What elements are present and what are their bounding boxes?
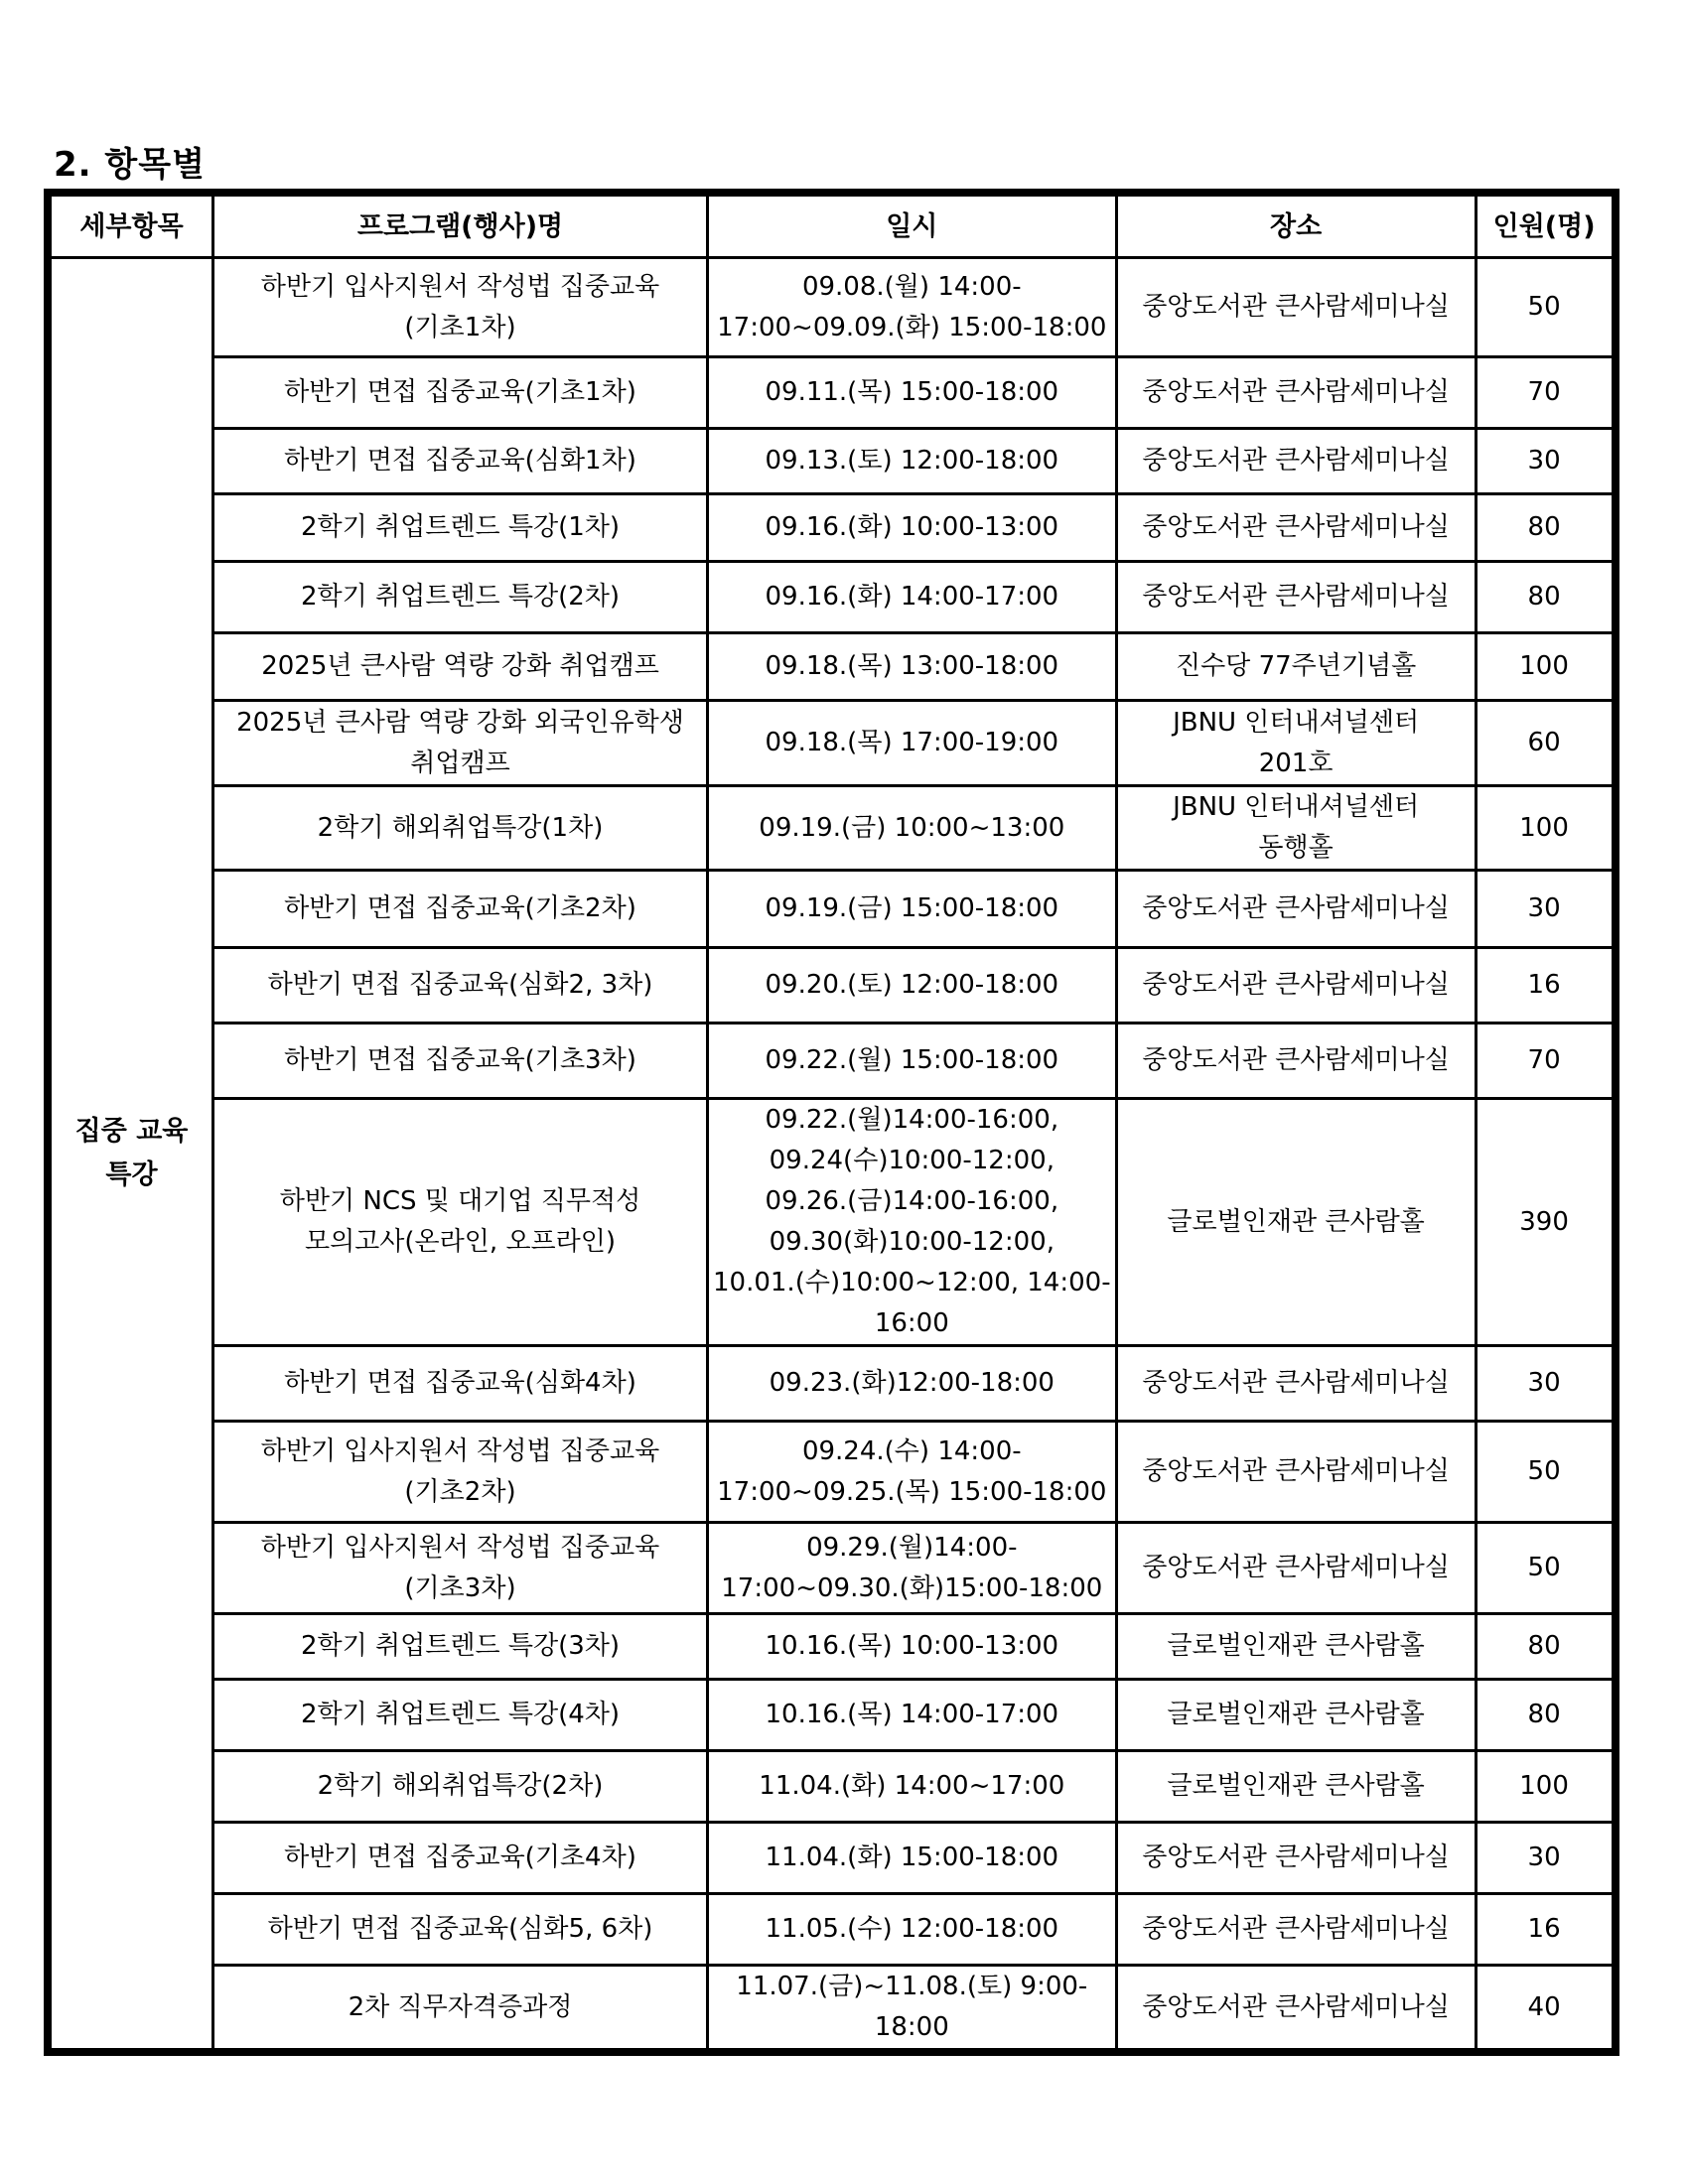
place-cell [1116, 357, 1476, 429]
place-cell-line: 중앙도서관 큰사람세미나실 [1142, 377, 1450, 407]
table-row [51, 1422, 1614, 1523]
program-cell [213, 1523, 708, 1614]
place-cell [1116, 871, 1476, 948]
datetime-cell-line: 09.24.(수) 14:00- [801, 1435, 1022, 1466]
datetime-cell-line: 11.04.(화) 14:00~17:00 [759, 1771, 1065, 1801]
datetime-cell [708, 429, 1117, 494]
program-cell-line: 하반기 입사지원서 작성법 집중교육 [260, 1435, 660, 1466]
program-cell [213, 701, 708, 786]
program-cell-line: 하반기 면접 집중교육(심화2, 3차) [267, 970, 653, 1000]
program-cell-line: 하반기 면접 집중교육(기초1차) [284, 377, 636, 407]
count-cell: 100 [1476, 786, 1613, 871]
program-cell-line: 하반기 면접 집중교육(기초3차) [284, 1045, 636, 1075]
place-cell-line: 글로벌인재관 큰사람홀 [1167, 1771, 1425, 1801]
table-row [51, 562, 1614, 633]
datetime-cell-line: 09.23.(화)12:00-18:00 [769, 1368, 1055, 1398]
program-cell-line: 하반기 입사지원서 작성법 집중교육 [260, 271, 660, 302]
table-row [51, 429, 1614, 494]
place-cell [1116, 1099, 1476, 1346]
datetime-cell-line: 09.22.(월)14:00-16:00, [765, 1105, 1059, 1135]
header-program: 프로그램(행사)명 [213, 196, 708, 258]
place-cell-line: 중앙도서관 큰사람세미나실 [1142, 512, 1450, 542]
table-row [51, 701, 1614, 786]
datetime-cell [708, 1823, 1117, 1894]
header-place: 장소 [1116, 196, 1476, 258]
count-cell: 80 [1476, 494, 1613, 562]
program-cell [213, 357, 708, 429]
datetime-cell [708, 633, 1117, 701]
datetime-cell-line: 18:00 [874, 2012, 949, 2042]
datetime-cell-line: 09.11.(목) 15:00-18:00 [765, 377, 1059, 407]
program-cell-line: (기초3차) [404, 1572, 516, 1603]
program-cell [213, 1680, 708, 1751]
place-cell-line: 중앙도서관 큰사람세미나실 [1142, 1368, 1450, 1398]
program-cell [213, 1024, 708, 1099]
program-cell-line: 2차 직무자격증과정 [348, 1991, 573, 2022]
datetime-cell [708, 786, 1117, 871]
count-cell: 80 [1476, 1614, 1613, 1680]
table-row [51, 258, 1614, 357]
table-row [51, 494, 1614, 562]
page-title: 2. 항목별 [54, 145, 206, 185]
datetime-cell [708, 1024, 1117, 1099]
datetime-cell-line: 09.19.(금) 10:00~13:00 [759, 812, 1065, 843]
datetime-cell-line: 09.26.(금)14:00-16:00, [765, 1186, 1059, 1216]
place-cell [1116, 1523, 1476, 1614]
program-cell-line: 2학기 취업트렌드 특강(1차) [300, 512, 621, 542]
program-cell-line: 2025년 큰사람 역량 강화 취업캠프 [261, 651, 659, 681]
program-cell [213, 948, 708, 1024]
count-cell: 70 [1476, 1024, 1613, 1099]
place-cell [1116, 562, 1476, 633]
datetime-cell [708, 562, 1117, 633]
datetime-cell-line: 09.16.(화) 10:00-13:00 [765, 512, 1059, 542]
table-row [51, 1346, 1614, 1422]
count-cell: 70 [1476, 357, 1613, 429]
datetime-cell-line: 09.19.(금) 15:00-18:00 [765, 893, 1059, 923]
table-row [51, 786, 1614, 871]
datetime-cell-line: 11.04.(화) 15:00-18:00 [765, 1843, 1059, 1872]
program-cell [213, 1422, 708, 1523]
place-cell-line: 중앙도서관 큰사람세미나실 [1142, 292, 1450, 322]
program-cell-line: 2학기 취업트렌드 특강(3차) [300, 1631, 621, 1661]
count-cell: 80 [1476, 1680, 1613, 1751]
place-cell-line: 중앙도서관 큰사람세미나실 [1142, 1456, 1450, 1486]
count-cell: 50 [1476, 1523, 1613, 1614]
program-cell [213, 786, 708, 871]
datetime-cell-line: 10.16.(목) 10:00-13:00 [765, 1631, 1059, 1661]
place-cell-line: 글로벌인재관 큰사람홀 [1167, 1700, 1425, 1729]
table-row [51, 1894, 1614, 1966]
program-cell-line: 하반기 NCS 및 대기업 직무적성 [279, 1186, 641, 1216]
datetime-cell [708, 1680, 1117, 1751]
count-cell: 390 [1476, 1099, 1613, 1346]
table-row [51, 633, 1614, 701]
count-cell: 50 [1476, 258, 1613, 357]
datetime-cell-line: 10.01.(수)10:00~12:00, 14:00- [713, 1268, 1111, 1297]
datetime-cell [708, 258, 1117, 357]
datetime-cell [708, 494, 1117, 562]
category-cell [51, 258, 213, 2050]
count-cell: 30 [1476, 429, 1613, 494]
program-cell-line: (기초1차) [404, 312, 516, 342]
place-cell [1116, 1680, 1476, 1751]
place-cell [1116, 948, 1476, 1024]
count-cell: 16 [1476, 948, 1613, 1024]
place-cell [1116, 1024, 1476, 1099]
program-cell-line: 하반기 면접 집중교육(기초2차) [284, 893, 636, 923]
program-cell-line: 취업캠프 [410, 748, 510, 778]
place-cell-line: 진수당 77주년기념홀 [1175, 651, 1417, 681]
program-cell-line: 하반기 면접 집중교육(심화1차) [284, 446, 636, 476]
table-row [51, 1614, 1614, 1680]
program-cell [213, 1099, 708, 1346]
table-row [51, 1680, 1614, 1751]
table-row [51, 1966, 1614, 2050]
place-cell-line: 글로벌인재관 큰사람홀 [1167, 1206, 1425, 1237]
datetime-cell-line: 17:00~09.30.(화)15:00-18:00 [721, 1572, 1103, 1603]
place-cell-line: JBNU 인터내셔널센터 [1173, 707, 1420, 738]
place-cell-line: 중앙도서관 큰사람세미나실 [1142, 582, 1450, 612]
datetime-cell-line: 10.16.(목) 14:00-17:00 [765, 1700, 1059, 1729]
table-row [51, 948, 1614, 1024]
place-cell [1116, 429, 1476, 494]
place-cell-line: 동행홀 [1258, 833, 1334, 863]
datetime-cell [708, 1099, 1117, 1346]
datetime-cell [708, 1894, 1117, 1966]
place-cell-line: 중앙도서관 큰사람세미나실 [1142, 1914, 1450, 1944]
table-row [51, 871, 1614, 948]
count-cell: 50 [1476, 1422, 1613, 1523]
program-cell [213, 1823, 708, 1894]
datetime-cell-line: 11.07.(금)~11.08.(토) 9:00- [736, 1972, 1088, 2001]
program-cell [213, 562, 708, 633]
program-cell [213, 1751, 708, 1823]
datetime-cell-line: 09.29.(월)14:00- [806, 1532, 1018, 1563]
program-cell [213, 1966, 708, 2050]
datetime-cell-line: 09.18.(목) 17:00-19:00 [765, 728, 1059, 757]
datetime-cell-line: 09.08.(월) 14:00- [801, 271, 1022, 302]
datetime-cell-line: 09.18.(목) 13:00-18:00 [765, 651, 1059, 681]
datetime-cell-line: 17:00~09.09.(화) 15:00-18:00 [717, 312, 1107, 342]
program-cell-line: 2학기 해외취업특강(2차) [317, 1771, 604, 1801]
place-cell [1116, 1346, 1476, 1422]
program-cell-line: 2학기 취업트렌드 특강(4차) [300, 1700, 621, 1729]
program-cell [213, 871, 708, 948]
place-cell-line: 중앙도서관 큰사람세미나실 [1142, 1045, 1450, 1075]
place-cell [1116, 786, 1476, 871]
datetime-cell [708, 1614, 1117, 1680]
count-cell: 100 [1476, 1751, 1613, 1823]
program-cell [213, 494, 708, 562]
program-cell [213, 633, 708, 701]
count-cell: 30 [1476, 871, 1613, 948]
datetime-cell-line: 09.13.(토) 12:00-18:00 [765, 446, 1059, 476]
count-cell: 30 [1476, 1823, 1613, 1894]
datetime-cell [708, 357, 1117, 429]
datetime-cell [708, 1751, 1117, 1823]
count-cell: 40 [1476, 1966, 1613, 2050]
datetime-cell [708, 1346, 1117, 1422]
place-cell [1116, 258, 1476, 357]
count-cell: 100 [1476, 633, 1613, 701]
count-cell: 30 [1476, 1346, 1613, 1422]
datetime-cell [708, 701, 1117, 786]
place-cell-line: 중앙도서관 큰사람세미나실 [1142, 1553, 1450, 1582]
program-cell-line: 모의고사(온라인, 오프라인) [304, 1227, 617, 1257]
place-cell [1116, 701, 1476, 786]
table-row [51, 1024, 1614, 1099]
table-row [51, 1099, 1614, 1346]
header-row [51, 196, 1614, 258]
program-cell-line: 하반기 면접 집중교육(기초4차) [284, 1843, 636, 1872]
place-cell-line: 중앙도서관 큰사람세미나실 [1142, 1843, 1450, 1872]
table-row [51, 1751, 1614, 1823]
datetime-cell [708, 1422, 1117, 1523]
header-count: 인원(명) [1476, 196, 1613, 258]
program-cell-line: 하반기 입사지원서 작성법 집중교육 [260, 1532, 660, 1563]
table-row [51, 1523, 1614, 1614]
count-cell: 80 [1476, 562, 1613, 633]
count-cell: 16 [1476, 1894, 1613, 1966]
place-cell-line: 글로벌인재관 큰사람홀 [1167, 1631, 1425, 1661]
place-cell [1116, 1422, 1476, 1523]
datetime-cell-line: 16:00 [874, 1308, 949, 1338]
program-cell [213, 1346, 708, 1422]
datetime-cell-line: 09.24(수)10:00-12:00, [769, 1146, 1055, 1175]
datetime-cell [708, 1523, 1117, 1614]
place-cell-line: JBNU 인터내셔널센터 [1173, 792, 1420, 822]
count-cell: 60 [1476, 701, 1613, 786]
place-cell [1116, 1966, 1476, 2050]
program-cell [213, 1614, 708, 1680]
place-cell-line: 201호 [1258, 748, 1334, 778]
place-cell-line: 중앙도서관 큰사람세미나실 [1142, 1991, 1450, 2022]
place-cell [1116, 1614, 1476, 1680]
schedule-table [49, 194, 1615, 2051]
datetime-cell-line: 17:00~09.25.(목) 15:00-18:00 [717, 1476, 1107, 1507]
category-cell-line: 집중 교육 [74, 1116, 189, 1147]
program-cell-line: 2학기 취업트렌드 특강(2차) [300, 582, 621, 612]
program-cell-line: 하반기 면접 집중교육(심화5, 6차) [267, 1914, 653, 1944]
datetime-cell [708, 871, 1117, 948]
place-cell-line: 중앙도서관 큰사람세미나실 [1142, 970, 1450, 1000]
header-category: 세부항목 [51, 196, 213, 258]
program-cell-line: (기초2차) [404, 1476, 516, 1507]
datetime-cell-line: 09.22.(월) 15:00-18:00 [765, 1045, 1059, 1075]
datetime-cell [708, 1966, 1117, 2050]
program-cell-line: 하반기 면접 집중교육(심화4차) [284, 1368, 636, 1398]
place-cell [1116, 1823, 1476, 1894]
program-cell [213, 429, 708, 494]
place-cell [1116, 494, 1476, 562]
place-cell-line: 중앙도서관 큰사람세미나실 [1142, 893, 1450, 923]
datetime-cell-line: 09.20.(토) 12:00-18:00 [765, 970, 1059, 1000]
table-row [51, 357, 1614, 429]
datetime-cell-line: 11.05.(수) 12:00-18:00 [765, 1914, 1059, 1944]
schedule-table-frame [44, 189, 1619, 2056]
table-row [51, 1823, 1614, 1894]
place-cell [1116, 633, 1476, 701]
place-cell [1116, 1751, 1476, 1823]
place-cell-line: 중앙도서관 큰사람세미나실 [1142, 446, 1450, 476]
datetime-cell [708, 948, 1117, 1024]
header-datetime: 일시 [708, 196, 1117, 258]
datetime-cell-line: 09.16.(화) 14:00-17:00 [765, 582, 1059, 612]
program-cell [213, 1894, 708, 1966]
program-cell [213, 258, 708, 357]
datetime-cell-line: 09.30(화)10:00-12:00, [769, 1227, 1055, 1257]
program-cell-line: 2025년 큰사람 역량 강화 외국인유학생 [236, 707, 684, 738]
category-cell-line: 특강 [105, 1160, 158, 1190]
place-cell [1116, 1894, 1476, 1966]
program-cell-line: 2학기 해외취업특강(1차) [317, 812, 604, 843]
